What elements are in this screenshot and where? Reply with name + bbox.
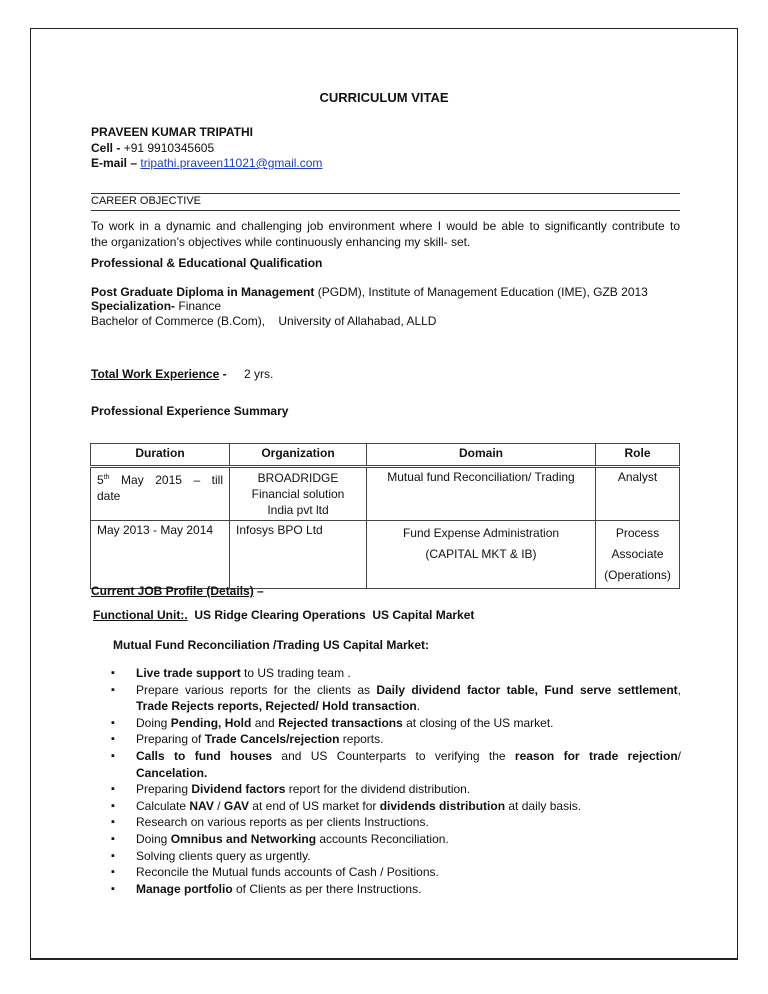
duty-line — [136, 698, 681, 715]
duty-text: to US trading team . — [240, 666, 351, 680]
duty-bold: GAV — [223, 798, 249, 813]
role-line-1: Process Associate — [611, 526, 664, 561]
experience-summary-heading: Professional Experience Summary — [91, 404, 289, 418]
duty-bold: Trade Rejects reports, Rejected/ Hold transaction — [136, 699, 417, 714]
cell-organization — [230, 467, 367, 521]
duty-text: , — [677, 682, 682, 697]
duty-text: reports. — [339, 732, 384, 747]
duration-rest: May 2015 – till — [109, 473, 223, 487]
duties-list — [111, 665, 681, 897]
duty-text: Solving clients query as urgently. — [136, 848, 311, 863]
cell-line — [91, 141, 214, 155]
col-header-organization: Organization — [230, 444, 367, 467]
bcom-line: Bachelor of Commerce (B.Com), University of Allahabad, ALLD — [91, 314, 437, 328]
domain-line-2: (CAPITAL MKT & IB) — [425, 547, 537, 561]
org-line-2: Financial solution — [251, 487, 345, 501]
email-line — [91, 156, 322, 170]
experience-table — [90, 443, 680, 589]
cell-value: +91 9910345605 — [123, 141, 215, 155]
duty-text: Preparing of — [136, 732, 205, 747]
duty-bold: reason for trade rejection — [514, 748, 678, 763]
total-experience-value: 2 yrs. — [243, 367, 274, 381]
list-item — [111, 814, 681, 831]
duty-bold: dividends distribution — [379, 798, 506, 813]
duty-bold: Pending, Hold — [170, 715, 252, 730]
section-rule-top — [91, 193, 680, 194]
current-job-heading-line — [91, 584, 264, 598]
objective-line-2: the organization’s objectives while continuously enhancing my skill- set. — [91, 235, 471, 249]
cell-role: Analyst — [596, 467, 680, 521]
cell-organization: Infosys BPO Ltd — [230, 521, 367, 589]
list-item — [111, 798, 681, 815]
duty-bold: NAV — [189, 798, 214, 813]
email-link[interactable]: tripathi.praveen11021@gmail.com — [140, 156, 323, 170]
list-item — [111, 731, 681, 748]
list-item — [111, 715, 681, 732]
duty-text: and — [251, 715, 279, 730]
duty-text: . — [416, 699, 421, 714]
pgdm-line — [91, 285, 648, 299]
specialization-label: Specialization- — [91, 299, 176, 313]
cell-label: Cell - — [91, 141, 121, 155]
list-item — [111, 781, 681, 798]
functional-unit-label: Functional Unit:. — [93, 608, 188, 622]
duty-text: report for the dividend distribution. — [285, 782, 471, 797]
role-line-2: (Operations) — [604, 568, 671, 582]
duty-text: Doing — [136, 715, 171, 730]
objective-line-1: To work in a dynamic and challenging job environment where I would be able to significantly contribute to — [91, 219, 680, 233]
qualification-heading: Professional & Educational Qualification — [91, 256, 323, 270]
duty-line — [136, 682, 681, 699]
duty-line — [136, 765, 681, 782]
career-objective-heading: CAREER OBJECTIVE — [91, 195, 202, 207]
duty-bold: Daily dividend factor table, Fund serve settlement — [376, 682, 678, 697]
list-item — [111, 682, 681, 715]
duty-text: Preparing — [136, 782, 192, 797]
cell-role — [596, 521, 680, 589]
current-job-heading: Current JOB Profile (Details) — [91, 584, 254, 598]
col-header-role: Role — [596, 444, 680, 467]
duty-text: / — [213, 798, 224, 813]
mutual-fund-subheading: Mutual Fund Reconciliation /Trading US Capital Market: — [113, 638, 430, 652]
total-experience-label: Total Work Experience — [91, 367, 220, 381]
duty-bold: Calls to fund houses — [136, 748, 273, 763]
cell-domain — [367, 521, 596, 589]
duty-bold: Manage portfolio — [136, 881, 233, 896]
cell-duration — [91, 467, 230, 521]
duty-text: Prepare various reports for the clients as — [136, 682, 377, 697]
duty-line — [136, 748, 681, 765]
email-label: E-mail – — [91, 156, 138, 170]
duty-bold: Live trade support — [136, 666, 241, 680]
specialization-value: Finance — [175, 299, 222, 313]
domain-line-1: Fund Expense Administration — [402, 526, 560, 540]
list-item — [111, 881, 681, 898]
duty-text: Doing — [136, 831, 171, 846]
cell-duration: May 2013 - May 2014 — [91, 521, 230, 589]
col-header-duration: Duration — [91, 444, 230, 467]
duty-text: Research on various reports as per clients Instructions. — [136, 815, 429, 830]
cell-domain: Mutual fund Reconciliation/ Trading — [367, 467, 596, 521]
duty-text: at daily basis. — [505, 798, 582, 813]
duty-bold: Cancelation. — [136, 765, 208, 780]
list-item — [111, 748, 681, 781]
duration-day: 5 — [97, 473, 104, 487]
current-job-dash: – — [253, 584, 264, 598]
page-title: CURRICULUM VITAE — [319, 90, 449, 105]
duty-text: accounts Reconciliation. — [316, 831, 449, 846]
section-rule-bottom — [91, 210, 680, 211]
col-header-domain: Domain — [367, 444, 596, 467]
functional-unit-line — [93, 608, 474, 622]
table-header-row — [91, 444, 680, 467]
duty-bold: Omnibus and Networking — [170, 831, 317, 846]
duty-bold: Dividend factors — [191, 782, 286, 797]
org-line-3: India pvt ltd — [267, 503, 329, 517]
pgdm-degree: Post Graduate Diploma in Management — [91, 285, 315, 299]
duty-text: Reconcile the Mutual funds accounts of Cash / Positions. — [136, 865, 439, 880]
total-experience-dash: - — [219, 367, 227, 381]
specialization-line — [91, 299, 221, 313]
pgdm-details: (PGDM), Institute of Management Education (IME), GZB 2013 — [314, 285, 648, 299]
duty-text: and US Counterparts to verifying the — [272, 748, 515, 763]
duty-text: at closing of the US market. — [402, 715, 554, 730]
duty-bold: Rejected transactions — [278, 715, 403, 730]
duration-line-2: date — [97, 489, 121, 503]
duration-suffix: th — [103, 474, 110, 481]
table-row — [91, 521, 680, 589]
functional-unit-value: US Ridge Clearing Operations US Capital Market — [187, 608, 475, 622]
duty-text: Calculate — [136, 798, 190, 813]
org-line-1: BROADRIDGE — [257, 471, 339, 485]
list-item — [111, 848, 681, 865]
list-item — [111, 665, 681, 682]
candidate-name: PRAVEEN KUMAR TRIPATHI — [91, 125, 253, 139]
duty-text: at end of US market for — [248, 798, 380, 813]
table-row — [91, 467, 680, 521]
duty-bold: Trade Cancels/rejection — [204, 732, 340, 747]
list-item — [111, 831, 681, 848]
duty-text: of Clients as per there Instructions. — [232, 881, 422, 896]
total-experience-line — [91, 367, 273, 381]
list-item — [111, 864, 681, 881]
duty-text: / — [677, 748, 681, 763]
duration-line-1 — [97, 470, 223, 488]
